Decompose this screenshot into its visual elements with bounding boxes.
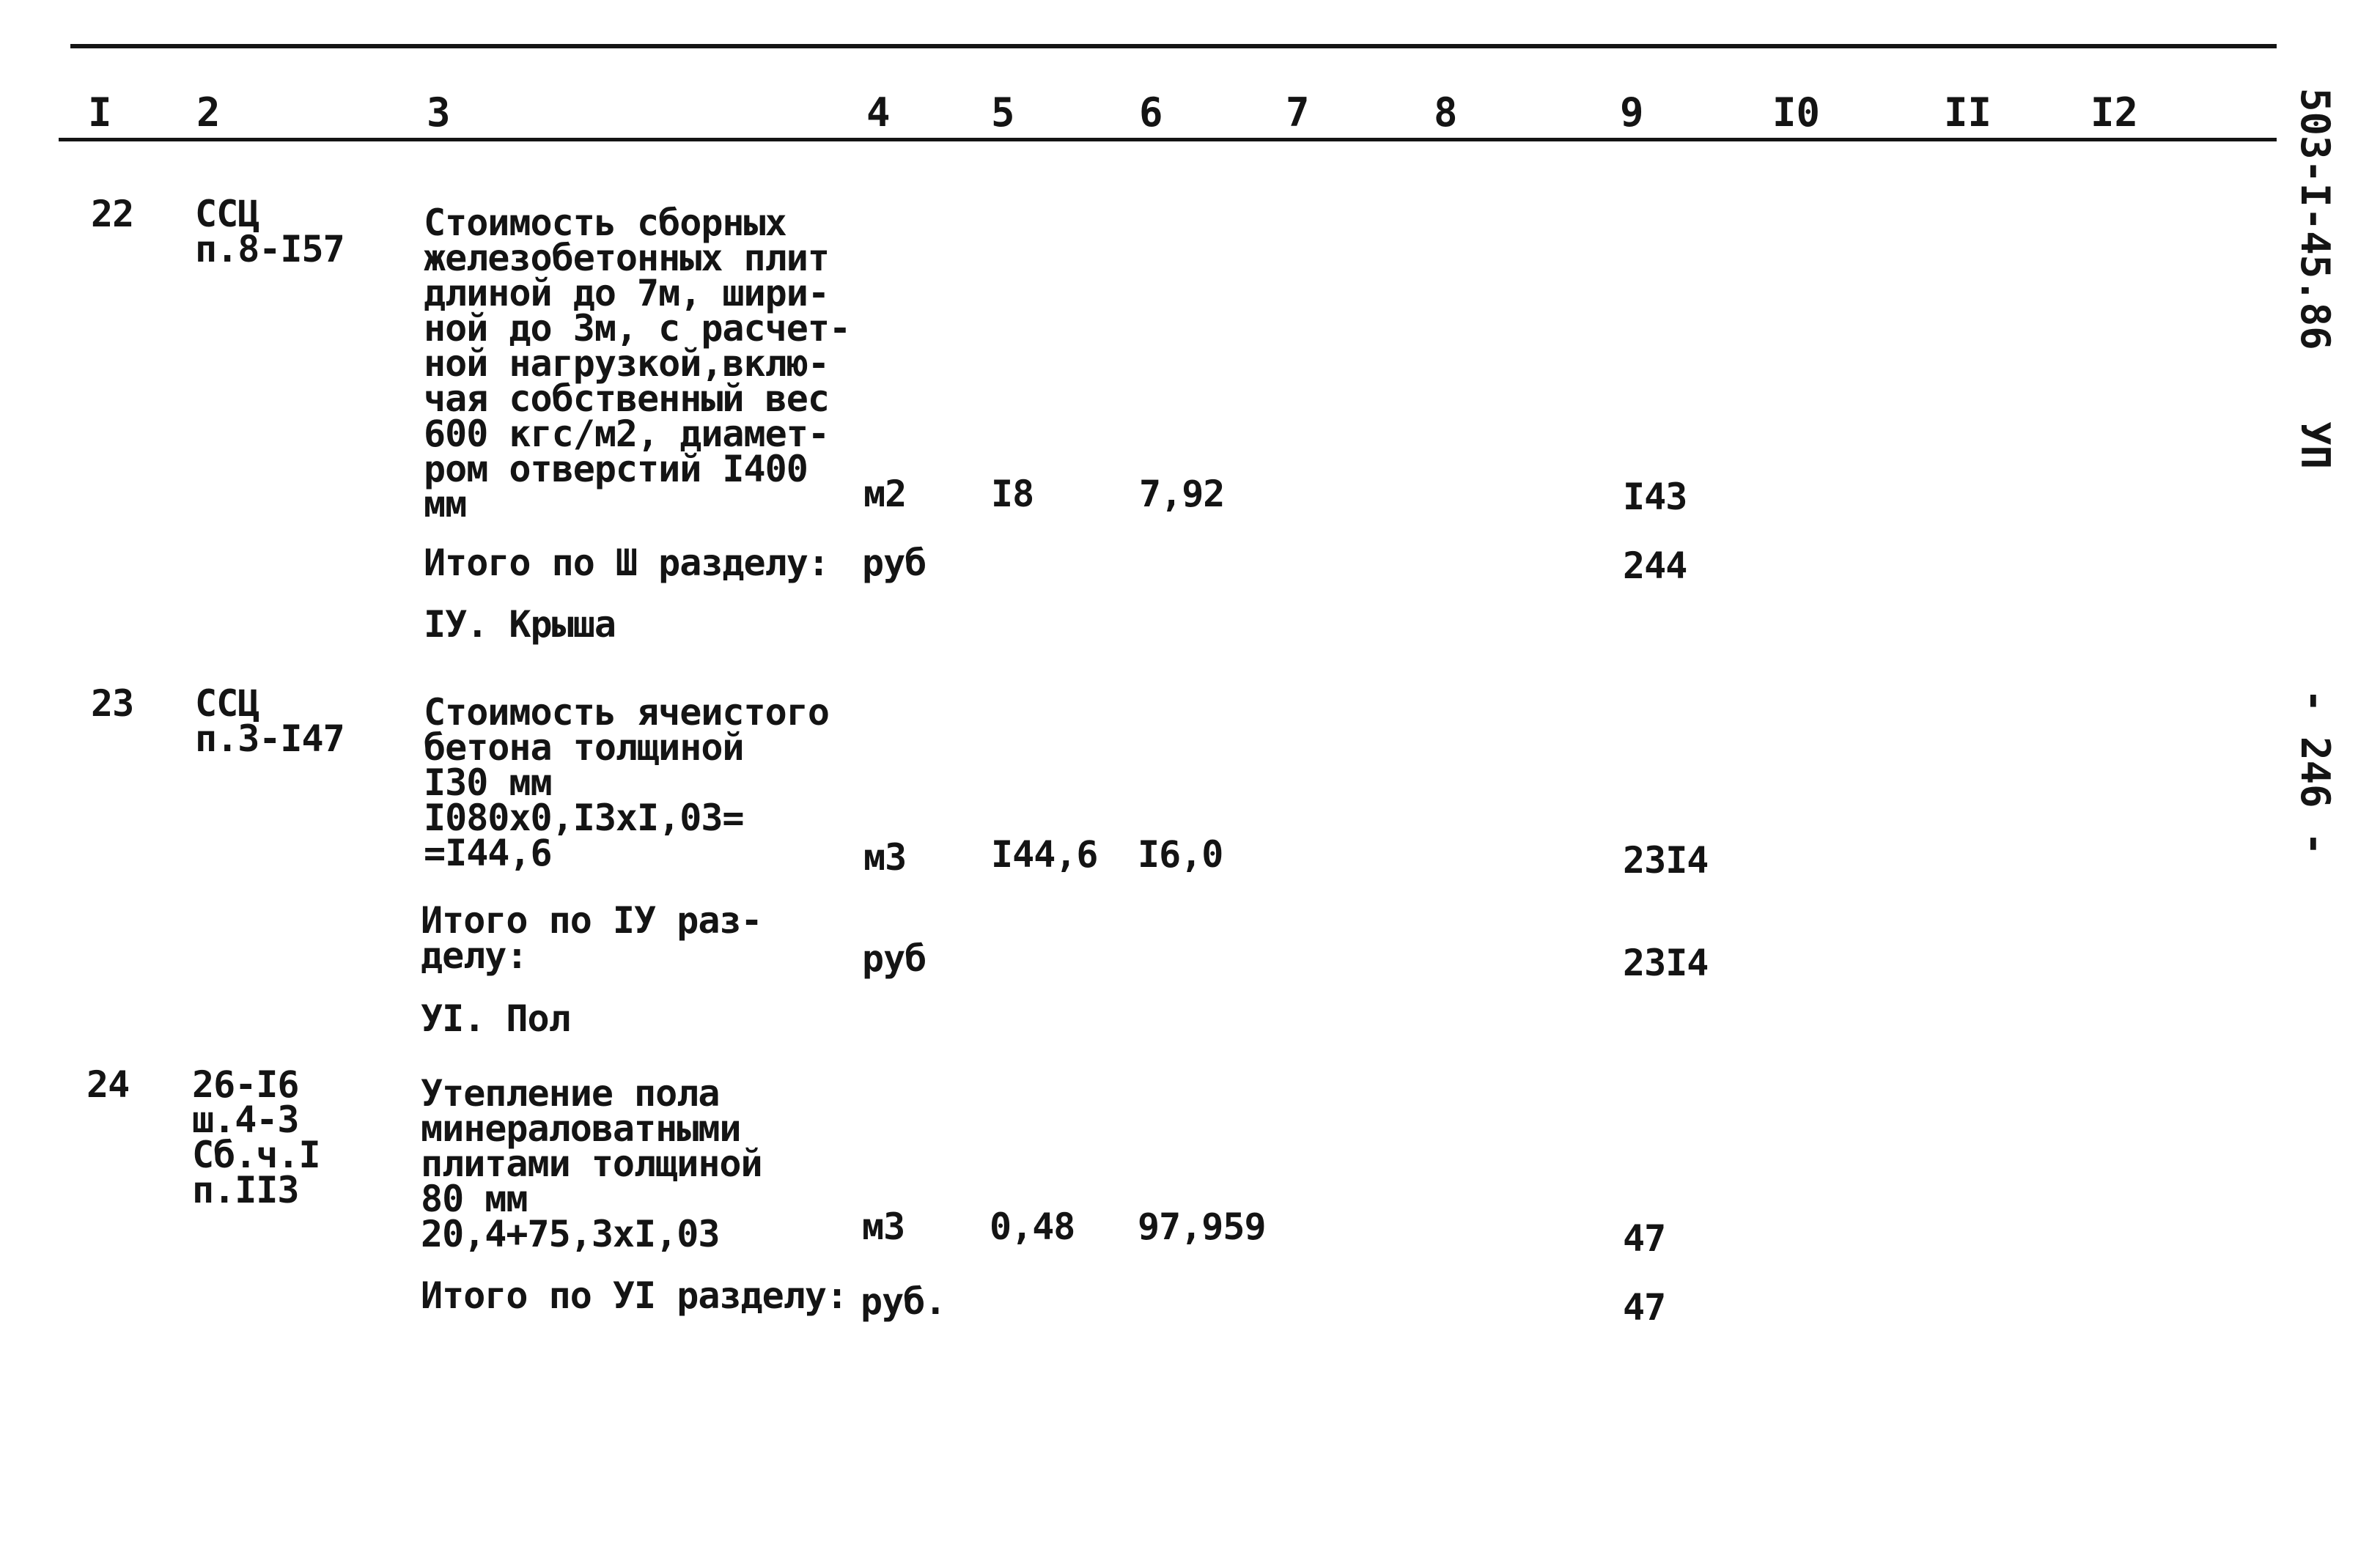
col-header-5: 5 [991, 89, 1015, 136]
subtotal-label: Итого по IУ раз- делу: [421, 899, 762, 977]
row-price: I6,0 [1138, 833, 1223, 876]
row-total: 47 [1623, 1217, 1666, 1260]
row-total: I43 [1623, 476, 1687, 518]
subtotal-total: 244 [1623, 544, 1687, 587]
col-header-1: I [88, 89, 112, 136]
row-unit: м3 [863, 836, 907, 879]
subtotal-total: 23I4 [1623, 942, 1709, 984]
row-number: 23 [91, 682, 134, 725]
col-header-2: 2 [196, 89, 221, 136]
row-price: 7,92 [1139, 473, 1225, 515]
row-description: Утепление пола минераловатными плитами толщиной 80 мм 20,4+75,3хI,03 [421, 1072, 762, 1255]
row-unit: м3 [862, 1206, 905, 1248]
col-header-7: 7 [1286, 89, 1310, 136]
col-header-9: 9 [1620, 89, 1644, 136]
col-header-3: 3 [427, 89, 451, 136]
row-reference: 26-I6 ш.4-3 Сб.ч.I п.II3 [192, 1063, 320, 1211]
row-reference: ССЦ п.8-I57 [195, 193, 345, 270]
document-code: 503-I-45.86 УП [2292, 88, 2338, 470]
subtotal-unit: руб [862, 937, 926, 980]
subtotal-total: 47 [1623, 1286, 1666, 1329]
col-header-12: I2 [2090, 89, 2139, 136]
section-heading: УI. Пол [421, 997, 570, 1040]
page-number: - 246 - [2292, 689, 2338, 856]
row-description: Стоимость ячеистого бетона толщиной I30 мм I080х0,I3хI,03= =I44,6 [424, 691, 829, 874]
row-quantity: I44,6 [991, 833, 1098, 876]
header-rule [59, 138, 2277, 141]
col-header-10: I0 [1772, 89, 1821, 136]
section-heading: IУ. Крыша [424, 603, 616, 646]
row-price: 97,959 [1138, 1206, 1266, 1248]
top-rule [70, 44, 2277, 48]
subtotal-unit: руб. [861, 1280, 946, 1323]
subtotal-unit: руб [862, 542, 926, 584]
row-number: 22 [91, 193, 134, 235]
col-header-8: 8 [1434, 89, 1458, 136]
row-unit: м2 [863, 473, 907, 515]
row-quantity: I8 [991, 473, 1034, 515]
row-reference: ССЦ п.3-I47 [195, 682, 345, 760]
subtotal-label: Итого по УI разделу: [421, 1274, 848, 1317]
row-quantity: 0,48 [990, 1206, 1075, 1248]
col-header-11: II [1944, 89, 1992, 136]
row-total: 23I4 [1623, 839, 1709, 882]
col-header-4: 4 [866, 89, 891, 136]
subtotal-label: Итого по Ш разделу: [424, 542, 829, 584]
row-description: Стоимость сборных железобетонных плит длиной до 7м, шири- ной до 3м, с расчет- ной нагрузкой,вклю- чая собственный вес 600 кгс/м2, диамет- ром отверстий I400 мм [424, 202, 851, 525]
row-number: 24 [86, 1063, 130, 1106]
col-header-6: 6 [1139, 89, 1163, 136]
